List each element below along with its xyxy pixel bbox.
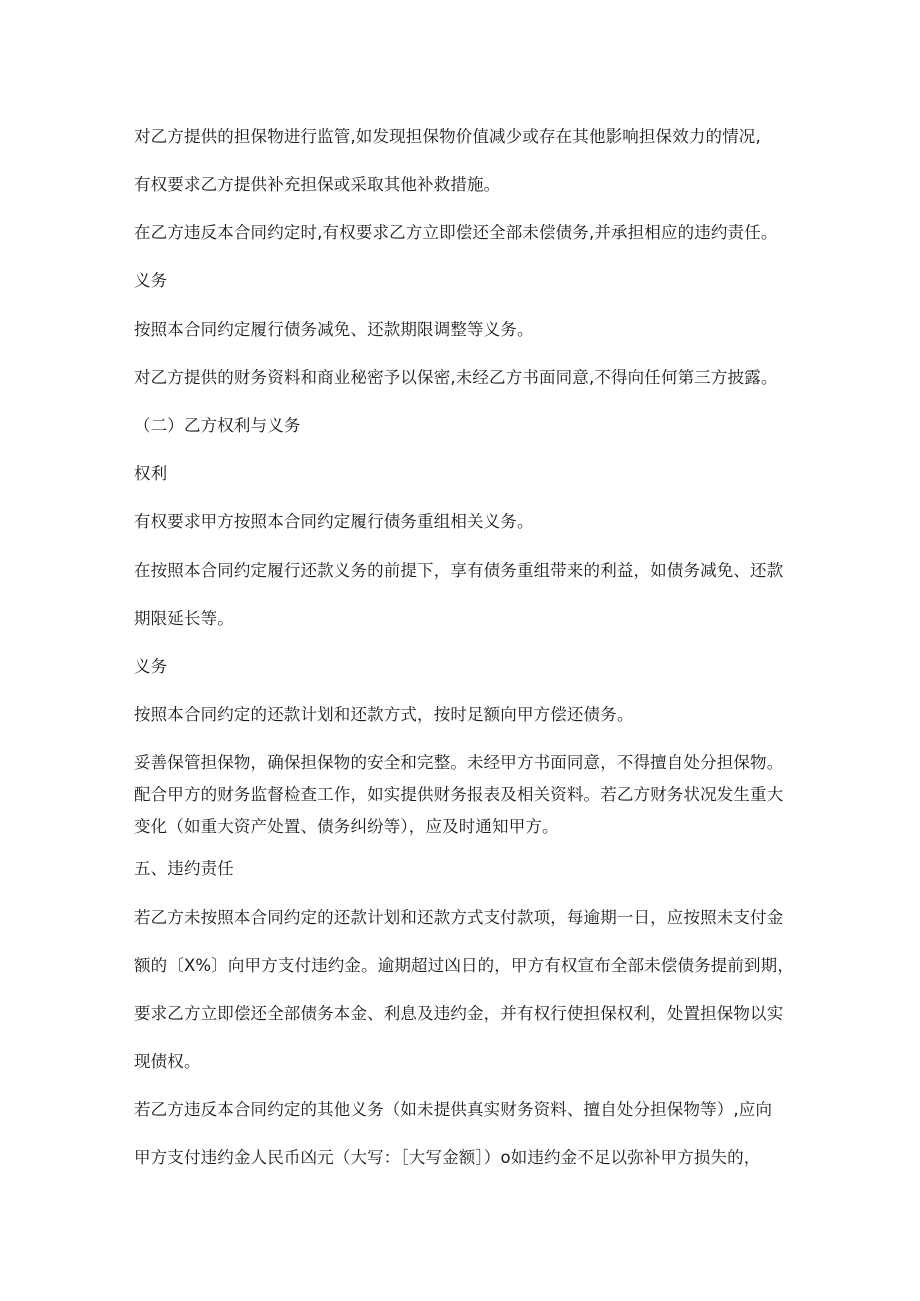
text-line: 甲方支付违约金人民币凶元（大写：［大写金额］）o如违约金不足以弥补甲方损失的， [134,1148,761,1167]
section-heading: 权利 [134,464,168,483]
text-line: 要求乙方立即偿还全部债务本金、利息及违约金，并有权行使担保权利，处置担保物以实 [134,1004,784,1023]
text-line: 若乙方未按照本合同约定的还款计划和还款方式支付款项，每逾期一日，应按照未支付金 [134,908,784,927]
section-heading: 五、违约责任 [134,859,234,878]
text-line: 按照本合同约定的还款计划和还款方式，按时足额向甲方偿还债务。 [134,705,634,724]
section-heading: 义务 [134,657,168,676]
text-line: 额的〔X%〕向甲方支付违约金。逾期超过凶日的，甲方有权宣布全部未偿债务提前到期， [134,956,794,975]
text-line: 配合甲方的财务监督检查工作，如实提供财务报表及相关资料。若乙方财务状况发生重大 [134,785,784,804]
section-heading: 义务 [134,271,168,290]
text-line: 按照本合同约定履行债务减免、还款期限调整等义务。 [134,320,534,339]
text-line: 妥善保管担保物，确保担保物的安全和完整。未经甲方书面同意，不得擅自处分担保物。 [134,753,784,772]
text-line: 现债权。 [134,1052,201,1071]
text-line: 变化（如重大资产处置、债务纠纷等），应及时通知甲方。 [134,817,559,836]
text-line: 在按照本合同约定履行还款义务的前提下，享有债务重组带来的利益，如债务减免、还款 [134,561,784,580]
text-line: 若乙方违反本合同约定的其他义务（如未提供真实财务资料、擅自处分担保物等）,应向 [134,1100,773,1119]
text-line: 有权要求甲方按照本合同约定履行债务重组相关义务。 [134,512,534,531]
section-heading: （二）乙方权利与义务 [134,416,301,435]
text-line: 在乙方违反本合同约定时,有权要求乙方立即偿还全部未偿债务,并承担相应的违约责任。 [134,223,778,242]
text-line: 对乙方提供的财务资料和商业秘密予以保密,未经乙方书面同意,不得向任何第三方披露。 [134,368,778,387]
text-line: 有权要求乙方提供补充担保或采取其他补救措施。 [134,175,501,194]
text-line: 对乙方提供的担保物进行监管,如发现担保物价值减少或存在其他影响担保效力的情况, [134,127,761,146]
text-line: 期限延长等。 [134,609,234,628]
